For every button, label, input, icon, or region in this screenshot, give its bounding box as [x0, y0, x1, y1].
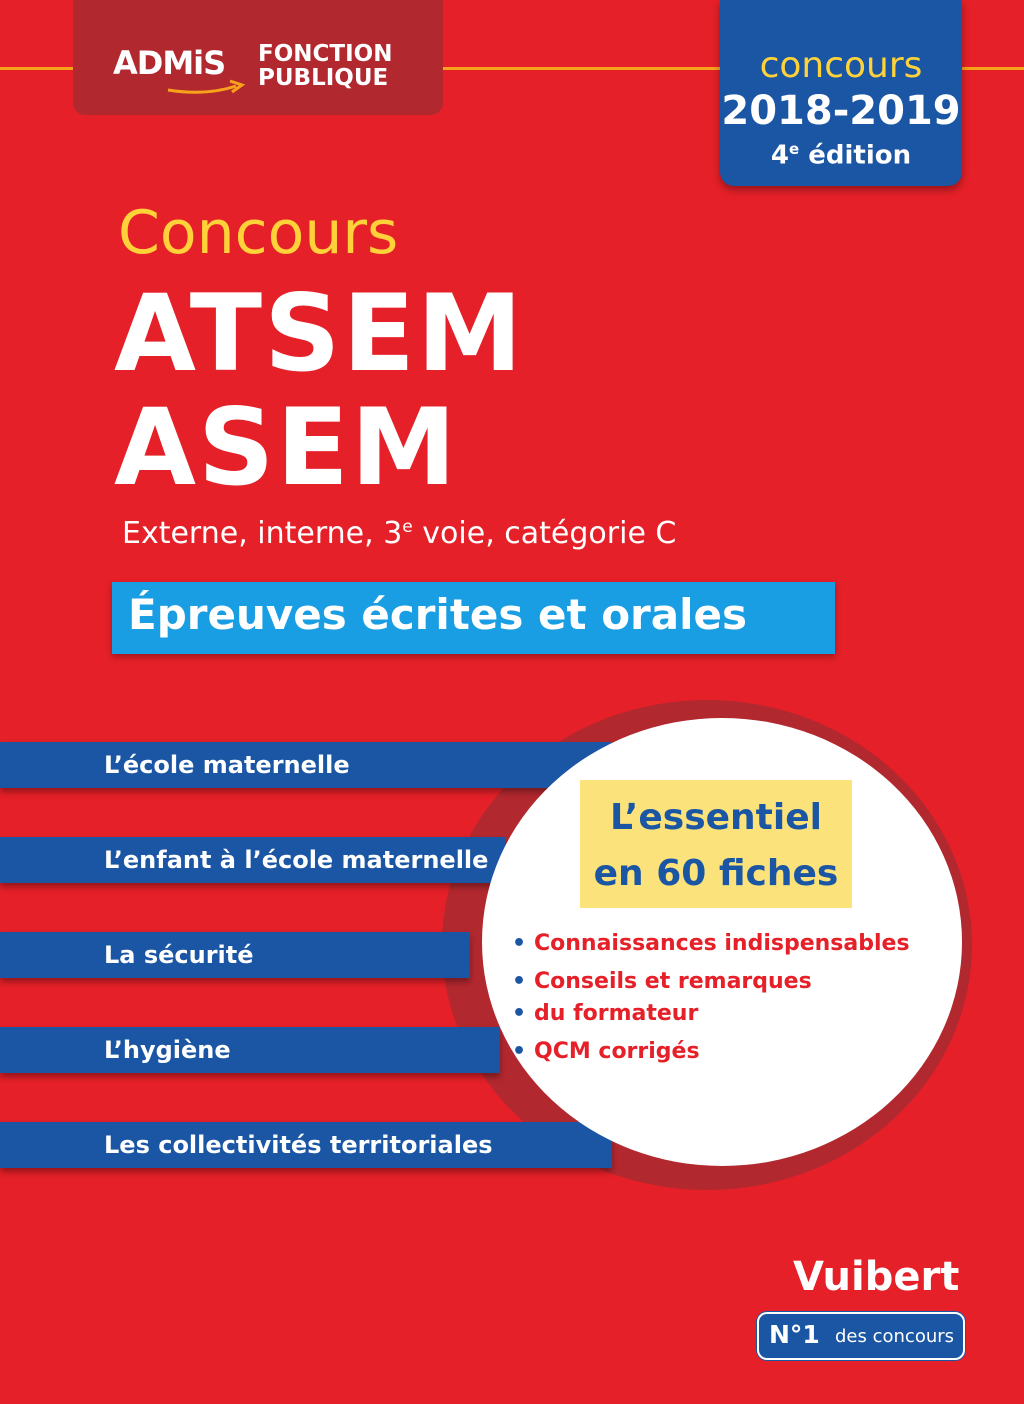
topic-bar	[0, 1027, 500, 1073]
subtitle	[122, 516, 676, 551]
essentiel-line-2: en 60 fiches	[593, 853, 839, 894]
feature-item: • Conseils et remarques	[512, 966, 910, 998]
topic-bar	[0, 932, 470, 978]
arrow-icon	[166, 78, 246, 96]
topic-label: L’enfant à l’école maternelle	[104, 846, 489, 874]
topic-label: L’école maternelle	[104, 751, 350, 779]
feature-item: • Connaissances indispensables	[512, 928, 910, 960]
essentiel-title	[580, 790, 852, 902]
vuibert-logo	[793, 1248, 960, 1300]
topic-bar	[0, 742, 612, 788]
vuibert-logo-text: Vuibert	[793, 1254, 960, 1300]
title-atsem: ATSEM	[114, 272, 525, 395]
feature-item: • QCM corrigés	[512, 1036, 910, 1068]
subtitle-sup: e	[402, 517, 413, 537]
epreuves-label: Épreuves écrites et orales	[128, 590, 747, 639]
badge-edition-number: 4	[770, 140, 789, 171]
topic-label: Les collectivités territoriales	[104, 1131, 493, 1159]
essentiel-line-1: L’essentiel	[610, 797, 822, 838]
topic-bar	[0, 837, 505, 883]
brand-tagline	[258, 42, 392, 90]
badge-edition-word: édition	[808, 140, 912, 171]
badge-years: 2018-2019	[721, 88, 961, 134]
n1-badge	[757, 1312, 965, 1360]
topic-label: L’hygiène	[104, 1036, 231, 1064]
feature-list	[512, 928, 910, 1068]
brand-admis: ADMiS	[113, 44, 226, 82]
brand-logo	[73, 0, 443, 115]
epreuves-banner	[112, 582, 835, 654]
feature-item-continuation-text: du formateur	[534, 1001, 699, 1026]
title-asem: ASEM	[114, 386, 459, 509]
subtitle-pre: Externe, interne, 3	[122, 516, 403, 551]
feature-item-continuation	[512, 998, 910, 1030]
concours-badge	[720, 0, 962, 186]
badge-edition-sup: e	[788, 140, 800, 158]
topic-label: La sécurité	[104, 941, 254, 969]
badge-concours: concours	[759, 45, 923, 86]
n1-badge-rest: des concours	[835, 1326, 955, 1347]
brand-line-1: FONCTION	[258, 41, 393, 67]
title-concours: Concours	[118, 198, 399, 268]
topic-bar	[0, 1122, 612, 1168]
subtitle-post: voie, catégorie C	[412, 516, 677, 551]
brand-line-2: PUBLIQUE	[258, 65, 389, 91]
n1-badge-main: N°1	[769, 1320, 820, 1349]
badge-edition	[720, 140, 962, 171]
